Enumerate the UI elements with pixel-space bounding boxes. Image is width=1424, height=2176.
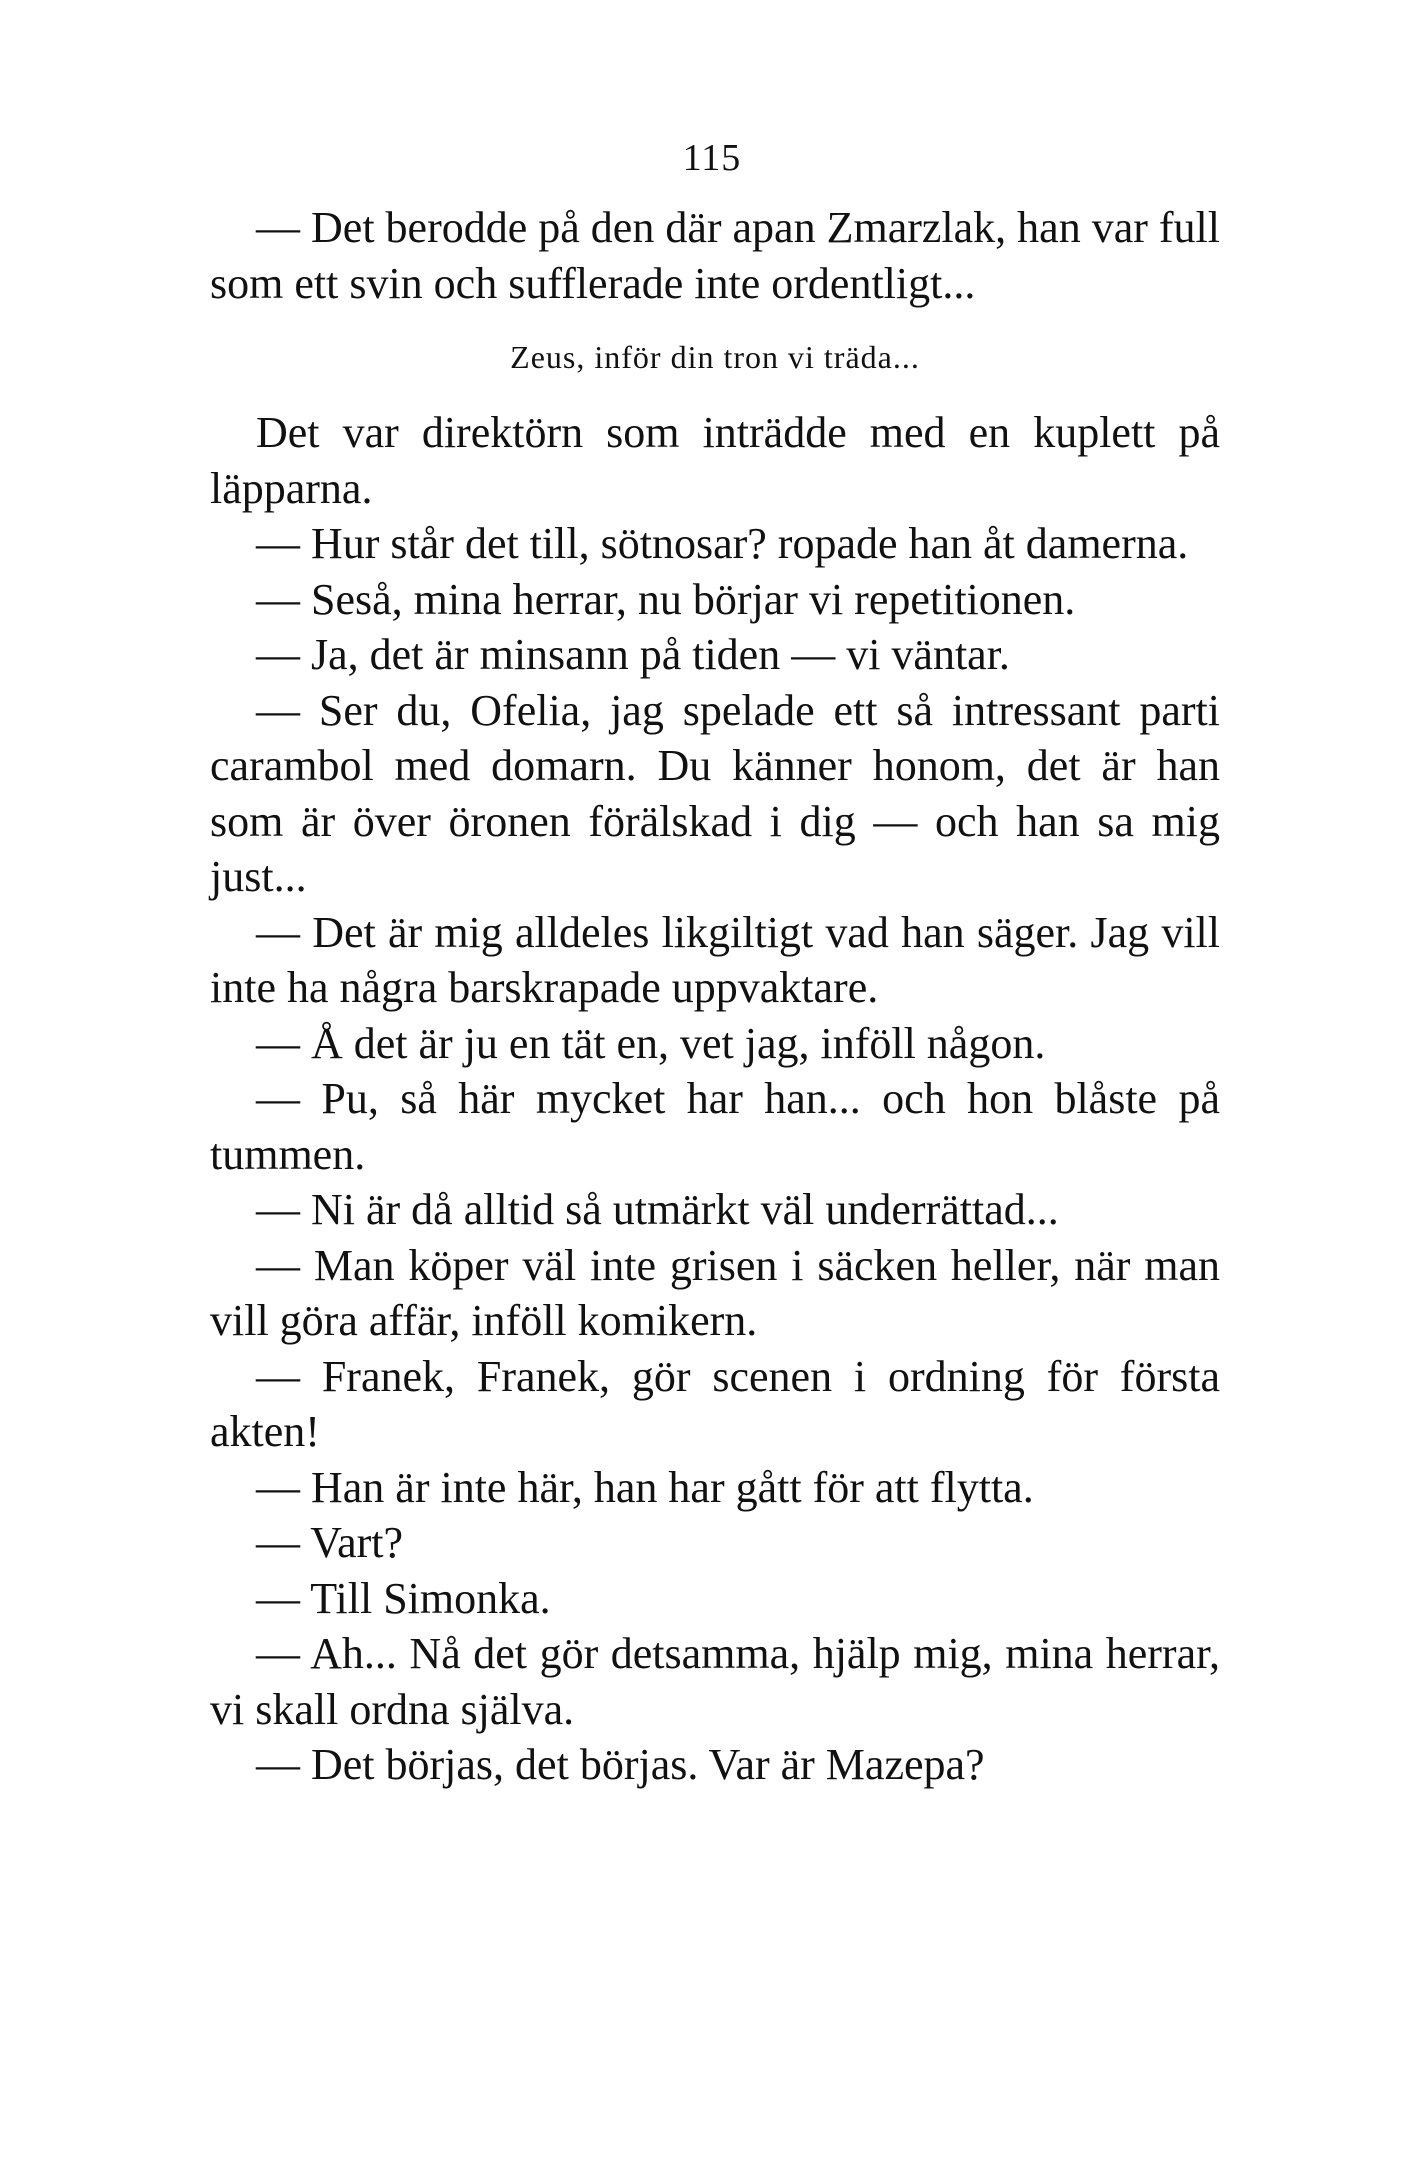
- page-number: 115: [682, 137, 742, 179]
- paragraph-dialogue: — Ja, det är minsann på tiden — vi väntar.: [256, 630, 1010, 679]
- body-text: [210, 200, 1220, 1793]
- verse-quote: Zeus, inför din tron vi träda...: [510, 339, 920, 375]
- paragraph-dialogue: — Ser du, Ofelia, jag spelade ett så intressant parti carambol med domarn. Du känner honom, det är han som är över öronen förälskad i dig — och han sa mig just...: [210, 685, 1220, 901]
- paragraph-dialogue: — Det berodde på den där apan Zmarzlak, han var full som ett svin och sufflerade inte ordentligt...: [210, 203, 1220, 308]
- paragraph-narration: Det var direktörn som inträdde med en kuplett på läpparna.: [210, 408, 1220, 513]
- paragraph-dialogue: — Till Simonka.: [256, 1573, 551, 1623]
- paragraph-dialogue: — Hur står det till, sötnosar? ropade han åt damerna.: [256, 519, 1189, 568]
- paragraph-dialogue: — Ni är då alltid så utmärkt väl underrättad...: [256, 1185, 1059, 1234]
- paragraph-dialogue: — Seså, mina herrar, nu börjar vi repetitionen.: [256, 574, 1076, 624]
- paragraph-dialogue: — Man köper väl inte grisen i säcken heller, när man vill göra affär, inföll komikern.: [210, 1240, 1220, 1345]
- paragraph-dialogue: — Han är inte här, han har gått för att flytta.: [256, 1462, 1034, 1512]
- paragraph-dialogue: — Pu, så här mycket har han... och hon blåste på tummen.: [210, 1074, 1220, 1179]
- paragraph-dialogue: — Det är mig alldeles likgiltigt vad han säger. Jag vill inte ha några barskrapade uppvaktare.: [210, 907, 1220, 1012]
- paragraph-dialogue: — Å det är ju en tät en, vet jag, inföll någon.: [256, 1018, 1046, 1068]
- paragraph-dialogue: — Det börjas, det börjas. Var är Mazepa?: [256, 1740, 985, 1789]
- paragraph-dialogue: — Vart?: [256, 1518, 404, 1567]
- paragraph-dialogue: — Franek, Franek, gör scenen i ordning för första akten!: [210, 1351, 1220, 1456]
- paragraph-dialogue: — Ah... Nå det gör detsamma, hjälp mig, mina herrar, vi skall ordna själva.: [210, 1629, 1220, 1734]
